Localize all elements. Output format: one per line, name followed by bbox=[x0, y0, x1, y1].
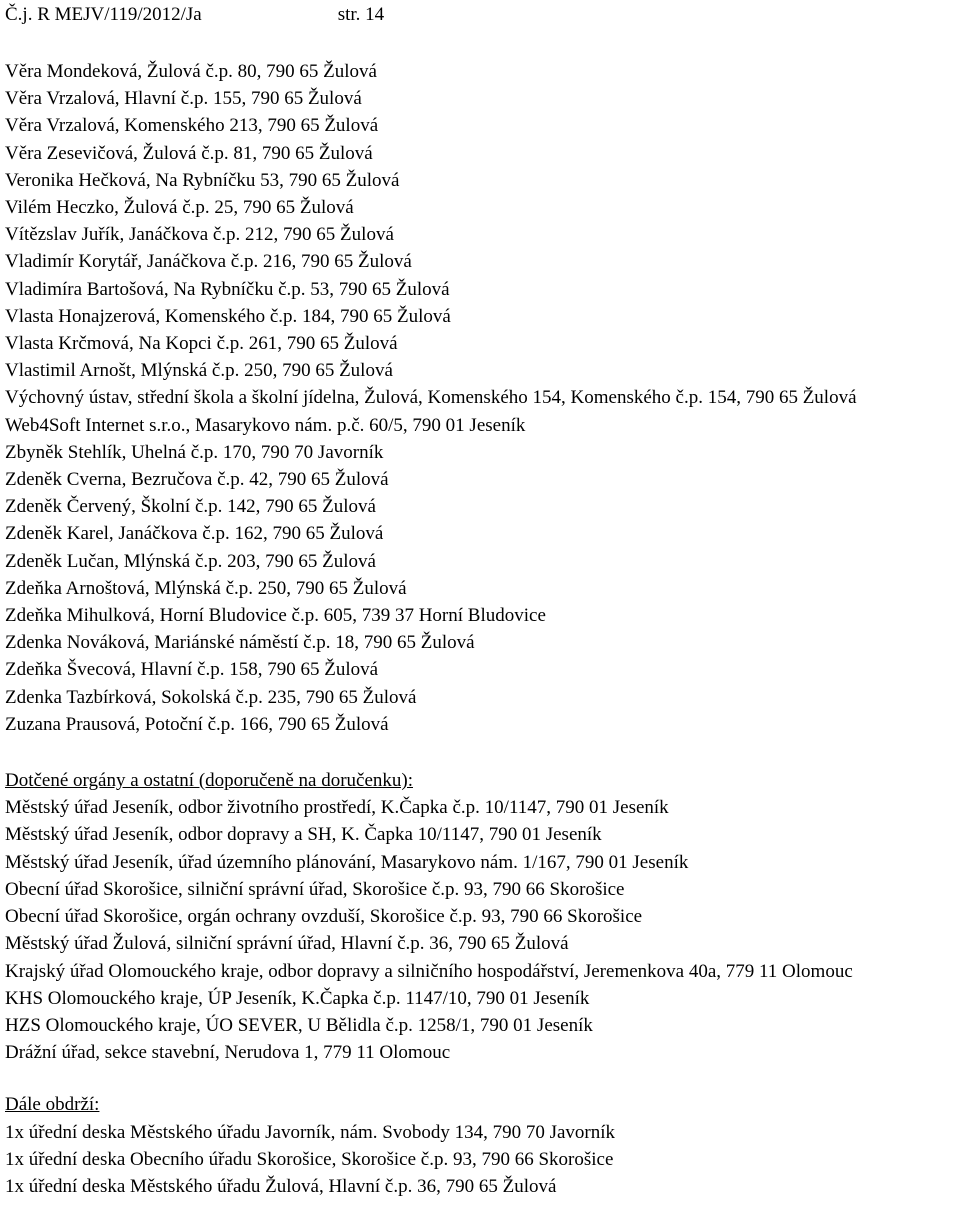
section-spacer bbox=[5, 1066, 960, 1091]
authority-line: Krajský úřad Olomouckého kraje, odbor dopravy a silničního hospodářství, Jeremenkova 40a, 779 11 Olomouc bbox=[5, 960, 853, 982]
recipient-line: Věra Vrzalová, Hlavní č.p. 155, 790 65 Žulová bbox=[5, 88, 362, 110]
authority-line: Obecní úřad Skorošice, silniční správní úřad, Skorošice č.p. 93, 790 66 Skorošice bbox=[5, 878, 625, 900]
reference-number: Č.j. R MEJV/119/2012/Ja bbox=[5, 4, 202, 25]
authorities-section bbox=[5, 767, 960, 1066]
notice-board-line: 1x úřední deska Městského úřadu Žulová, Hlavní č.p. 36, 790 65 Žulová bbox=[5, 1175, 557, 1197]
recipient-line: Zdeňka Arnoštová, Mlýnská č.p. 250, 790 65 Žulová bbox=[5, 577, 407, 599]
notice-board-line: 1x úřední deska Městského úřadu Javorník, nám. Svobody 134, 790 70 Javorník bbox=[5, 1121, 616, 1143]
recipient-line: Zdenka Nováková, Mariánské náměstí č.p. 18, 790 65 Žulová bbox=[5, 632, 475, 654]
authority-line: HZS Olomouckého kraje, ÚO SEVER, U Bělidla č.p. 1258/1, 790 01 Jeseník bbox=[5, 1014, 593, 1036]
authority-line: Drážní úřad, sekce stavební, Nerudova 1, 779 11 Olomouc bbox=[5, 1042, 451, 1064]
section-spacer bbox=[5, 738, 960, 767]
recipient-line: Zdeněk Lučan, Mlýnská č.p. 203, 790 65 Žulová bbox=[5, 550, 376, 572]
recipient-line: Web4Soft Internet s.r.o., Masarykovo nám. p.č. 60/5, 790 01 Jeseník bbox=[5, 414, 526, 436]
page-number: str. 14 bbox=[337, 4, 385, 25]
recipient-line: Zdeňka Mihulková, Horní Bludovice č.p. 605, 739 37 Horní Bludovice bbox=[5, 605, 546, 627]
recipient-line: Vladimíra Bartošová, Na Rybníčku č.p. 53, 790 65 Žulová bbox=[5, 278, 450, 300]
recipient-line: Výchovný ústav, střední škola a školní jídelna, Žulová, Komenského 154, Komenského č.p. 154, 790 65 Žulová bbox=[5, 387, 857, 409]
also-receive-heading: Dále obdrží: bbox=[5, 1094, 100, 1116]
recipient-line: Zdeněk Cverna, Bezručova č.p. 42, 790 65 Žulová bbox=[5, 469, 389, 491]
page-header bbox=[5, 4, 384, 26]
authorities-heading: Dotčené orgány a ostatní (doporučeně na doručenku): bbox=[5, 770, 413, 792]
also-receive-section bbox=[5, 1091, 960, 1200]
recipient-line: Zbyněk Stehlík, Uhelná č.p. 170, 790 70 Javorník bbox=[5, 441, 384, 463]
recipient-line: Zdenka Tazbírková, Sokolská č.p. 235, 790 65 Žulová bbox=[5, 686, 417, 708]
recipient-line: Vlasta Krčmová, Na Kopci č.p. 261, 790 65 Žulová bbox=[5, 333, 398, 355]
recipient-list bbox=[5, 58, 960, 738]
recipient-line: Vilém Heczko, Žulová č.p. 25, 790 65 Žulová bbox=[5, 197, 354, 219]
authority-line: Městský úřad Jeseník, odbor dopravy a SH, K. Čapka 10/1147, 790 01 Jeseník bbox=[5, 824, 602, 846]
authority-line: Městský úřad Jeseník, odbor životního prostředí, K.Čapka č.p. 10/1147, 790 01 Jeseník bbox=[5, 797, 669, 819]
recipient-line: Věra Zesevičová, Žulová č.p. 81, 790 65 Žulová bbox=[5, 142, 373, 164]
recipient-line: Vladimír Korytář, Janáčkova č.p. 216, 790 65 Žulová bbox=[5, 251, 412, 273]
recipient-line: Zdeněk Červený, Školní č.p. 142, 790 65 Žulová bbox=[5, 496, 376, 518]
recipient-line: Zdeňka Švecová, Hlavní č.p. 158, 790 65 Žulová bbox=[5, 659, 379, 681]
recipient-line: Věra Mondeková, Žulová č.p. 80, 790 65 Žulová bbox=[5, 61, 377, 82]
recipient-line: Zdeněk Karel, Janáčkova č.p. 162, 790 65 Žulová bbox=[5, 523, 384, 545]
recipient-line: Vítězslav Juřík, Janáčkova č.p. 212, 790 65 Žulová bbox=[5, 224, 394, 246]
notice-board-line: 1x úřední deska Obecního úřadu Skorošice, Skorošice č.p. 93, 790 66 Skorošice bbox=[5, 1148, 614, 1170]
authority-line: Městský úřad Žulová, silniční správní úřad, Hlavní č.p. 36, 790 65 Žulová bbox=[5, 933, 569, 955]
recipient-line: Věra Vrzalová, Komenského 213, 790 65 Žulová bbox=[5, 115, 379, 137]
recipient-line: Veronika Hečková, Na Rybníčku 53, 790 65 Žulová bbox=[5, 169, 400, 191]
authority-line: Obecní úřad Skorošice, orgán ochrany ovzduší, Skorošice č.p. 93, 790 66 Skorošice bbox=[5, 906, 643, 928]
authority-line: Městský úřad Jeseník, úřad územního plánování, Masarykovo nám. 1/167, 790 01 Jeseník bbox=[5, 851, 689, 873]
recipient-line: Vlastimil Arnošt, Mlýnská č.p. 250, 790 65 Žulová bbox=[5, 360, 393, 382]
recipient-line: Vlasta Honajzerová, Komenského č.p. 184, 790 65 Žulová bbox=[5, 305, 451, 327]
authority-line: KHS Olomouckého kraje, ÚP Jeseník, K.Čapka č.p. 1147/10, 790 01 Jeseník bbox=[5, 987, 590, 1009]
document-body bbox=[5, 58, 960, 1200]
recipient-line: Zuzana Prausová, Potoční č.p. 166, 790 65 Žulová bbox=[5, 713, 389, 735]
